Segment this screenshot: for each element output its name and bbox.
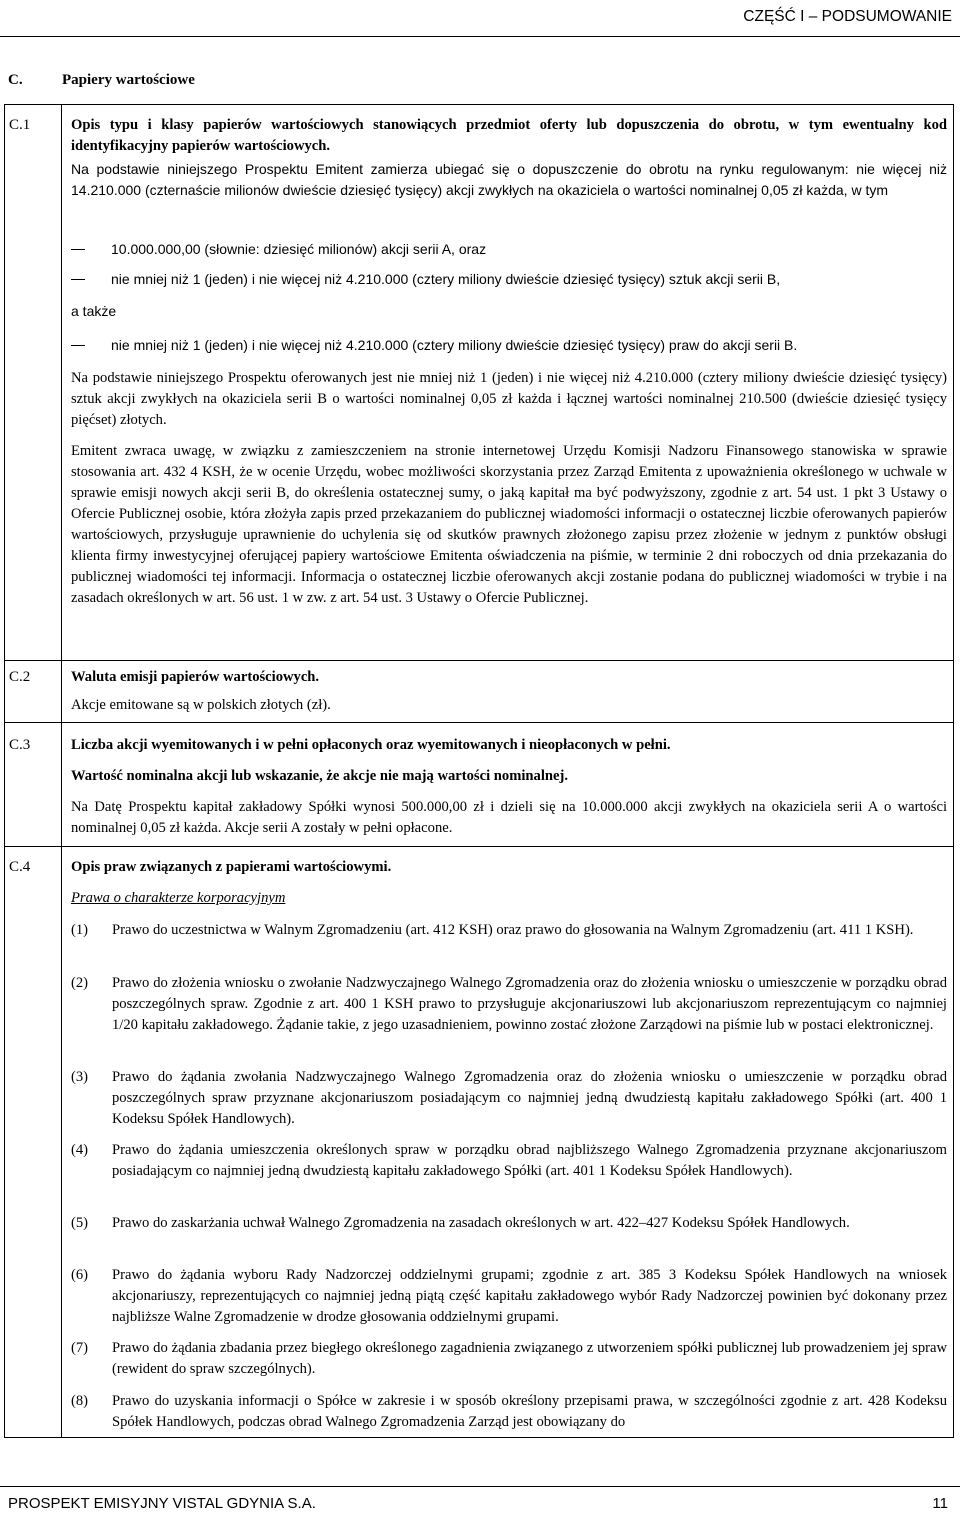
- c1-heading: Opis typu i klasy papierów wartościowych stanowiących przedmiot oferty lub dopuszczenia do obrotu, w tym ewentualny kod identyfikacyjny papierów wartościowych.: [71, 117, 947, 154]
- item-text: Prawo do żądania umieszczenia określonych spraw w porządku obrad najbliższego Walnego Zgromadzenia przyznane akcjonariuszom posiadającym co najmniej jedną dwudziestą kapitału zakładowego Spółki (art. 401 1 Kodeksu Spółek Handlowych).: [112, 1142, 947, 1179]
- column-divider: [61, 105, 62, 1437]
- dash-bullet: [71, 279, 85, 280]
- header-title: CZĘŚĆ I – PODSUMOWANIE: [743, 8, 952, 25]
- page-header: [0, 0, 960, 37]
- row-divider: [5, 660, 953, 661]
- dash-bullet: [71, 345, 85, 346]
- c4-heading: Opis praw związanych z papierami wartościowymi.: [71, 859, 392, 875]
- c3-text: Na Datę Prospektu kapitał zakładowy Spółki wynosi 500.000,00 zł i dzieli się na 10.000.000 akcji zwykłych na okaziciela serii A o wartości nominalnej 0,05 zł każda. Akcje serii A zostały w pełni opłacone.: [71, 799, 947, 836]
- right-item: [71, 1338, 947, 1380]
- c1-also: a także: [71, 303, 117, 319]
- dash-text: 10.000.000,00 (słownie: dziesięć milionów) akcji serii A, oraz: [111, 241, 487, 257]
- right-item: [71, 973, 947, 1036]
- footer-page-number: 11: [932, 1495, 948, 1512]
- item-number: (7): [71, 1340, 89, 1356]
- item-number: (6): [71, 1267, 89, 1283]
- item-text: Prawo do uczestnictwa w Walnym Zgromadzeniu (art. 412 KSH) oraz prawo do głosowania na Walnym Zgromadzeniu (art. 411 1 KSH).: [112, 922, 914, 938]
- item-number: (8): [71, 1393, 89, 1409]
- item-number: (2): [71, 975, 89, 991]
- right-item: [71, 1140, 947, 1182]
- c3-heading-2: Wartość nominalna akcji lub wskazanie, że akcje nie mają wartości nominalnej.: [71, 768, 568, 784]
- item-number: (5): [71, 1215, 89, 1231]
- item-text: Prawo do zaskarżania uchwał Walnego Zgromadzenia na zasadach określonych w art. 422–427 Kodeksu Spółek Handlowych.: [112, 1215, 850, 1231]
- dash-text: nie mniej niż 1 (jeden) i nie więcej niż 4.210.000 (cztery miliony dwieście dziesięć tysięcy) sztuk akcji serii B,: [111, 271, 781, 287]
- item-number: (1): [71, 922, 89, 938]
- c2-number: C.2: [9, 669, 31, 685]
- right-item: [71, 1213, 947, 1234]
- row-divider: [5, 846, 953, 847]
- row-divider: [5, 722, 953, 723]
- item-text: Prawo do uzyskania informacji o Spółce w zakresie i w sposób określony przepisami prawa, w szczególności zgodnie z art. 428 Kodeksu Spółek Handlowych, podczas obrad Walnego Zgromadzenia Zarząd jest obowiązany do: [112, 1393, 947, 1430]
- dash-text: nie mniej niż 1 (jeden) i nie więcej niż 4.210.000 (cztery miliony dwieście dziesięć tysięcy) praw do akcji serii B.: [111, 337, 798, 353]
- c2-heading: Waluta emisji papierów wartościowych.: [71, 669, 320, 685]
- right-item: [71, 1391, 947, 1433]
- dash-bullet: [71, 249, 85, 250]
- c1-paragraph-2: Na podstawie niniejszego Prospektu oferowanych jest nie mniej niż 1 (jeden) i nie więcej niż 4.210.000 (cztery miliony dwieście dziesięć tysięcy) sztuk akcji zwykłych na okaziciela serii B o wartości nominalnej 0,05 zł każda i łącznej wartości nominalnej 210.500 (dwieście dziesięć tysięcy pięćset) złotych.: [71, 370, 947, 428]
- c1-paragraph-3: Emitent zwraca uwagę, w związku z zamieszczeniem na stronie internetowej Urzędu Komisji Nadzoru Finansowego stanowiska w sprawie stosowania art. 432 4 KSH, że w ocenie Urzędu, wobec możliwości skorzystania przez Zarząd Emitenta z upoważnienia określonego w uchwale w sprawie emisji nowych akcji serii B, do określenia ostatecznej sumy, o jaką kapitał ma być podwyższony, zgodnie z art. 54 ust. 1 pkt 3 Ustawy o Ofercie Publicznej osobie, która złożyła zapis przed przekazaniem do publicznej wiadomości informacji o ostatecznej liczbie oferowanych papierów wartościowych, przysługuje uprawnienie do uchylenia się od skutków prawnych złożonego zapisu przez złożenie w jednym z punktów obsługi klienta firmy inwestycyjnej oferującej papiery wartościowe Emitenta oświadczenia na piśmie, w terminie 2 dni roboczych od dnia przekazania do publicznej wiadomości tej informacji. Informacja o ostatecznej liczbie oferowanych akcji zostanie podana do publicznej wiadomości w trybie i na zasadach określonych w art. 56 ust. 1 w zw. z art. 54 ust. 3 Ustawy o Ofercie Publicznej.: [71, 443, 947, 606]
- right-item: [71, 920, 947, 941]
- c1-dash-item-1: [71, 239, 947, 260]
- item-number: (4): [71, 1142, 89, 1158]
- c4-number: C.4: [9, 859, 31, 875]
- section-letter: C.: [8, 72, 23, 88]
- summary-table: [4, 104, 954, 1438]
- right-item: [71, 1067, 947, 1130]
- item-text: Prawo do żądania zwołania Nadzwyczajnego Walnego Zgromadzenia oraz do złożenia wniosku o umieszczenie w porządku obrad poszczególnych spraw przyznane akcjonariuszom posiadającym co najmniej jedną dwudziestą kapitału zakładowego Spółki (art. 400 1 Kodeksu Spółek Handlowych).: [112, 1069, 947, 1127]
- c1-dash-item-2: [71, 269, 947, 290]
- item-text: Prawo do żądania wyboru Rady Nadzorczej oddzielnymi grupami; zgodnie z art. 385 3 Kodeksu Spółek Handlowych na wniosek akcjonariuszy, reprezentujących co najmniej jedną piątą część kapitału zakładowego wybór Rady Nadzorczej powinien być dokonany przez najbliższe Walne Zgromadzenie w drodze głosowania oddzielnymi grupami.: [112, 1267, 947, 1325]
- c1-number: C.1: [9, 117, 31, 133]
- section-title: Papiery wartościowe: [62, 72, 195, 88]
- item-text: Prawo do żądania zbadania przez biegłego określonego zagadnienia związanego z utworzeniem spółki publicznej lub prowadzeniem jej spraw (rewident do spraw szczególnych).: [112, 1340, 947, 1377]
- page-footer: [0, 1486, 960, 1517]
- c3-heading-1: Liczba akcji wyemitowanych i w pełni opłaconych oraz wyemitowanych i nieopłaconych w pełni.: [71, 737, 671, 753]
- item-number: (3): [71, 1069, 89, 1085]
- c1-dash-item-3: [71, 335, 947, 356]
- footer-document-title: PROSPEKT EMISYJNY VISTAL GDYNIA S.A.: [8, 1495, 316, 1512]
- c3-number: C.3: [9, 737, 31, 753]
- c2-text: Akcje emitowane są w polskich złotych (zł).: [71, 697, 331, 713]
- item-text: Prawo do złożenia wniosku o zwołanie Nadzwyczajnego Walnego Zgromadzenia oraz do złożenia wniosku o umieszczenie w porządku obrad poszczególnych spraw. Zgodnie z art. 400 1 KSH prawo to przysługuje akcjonariuszowi lub akcjonariuszom reprezentującym co najmniej 1/20 kapitału zakładowego. Żądanie takie, z jego uzasadnieniem, powinno zostać złożone Zarządowi na piśmie lub w postaci elektronicznej.: [112, 975, 947, 1033]
- c4-subheading: Prawa o charakterze korporacyjnym: [71, 890, 286, 906]
- right-item: [71, 1265, 947, 1328]
- section-heading: [8, 70, 195, 91]
- c1-paragraph-1: Na podstawie niniejszego Prospektu Emitent zamierza ubiegać się o dopuszczenie do obrotu na rynku regulowanym: nie więcej niż 14.210.000 (czternaście milionów dwieście dziesięć tysięcy) akcji zwykłych na okaziciela o wartości nominalnej 0,05 zł każda, w tym: [71, 161, 947, 198]
